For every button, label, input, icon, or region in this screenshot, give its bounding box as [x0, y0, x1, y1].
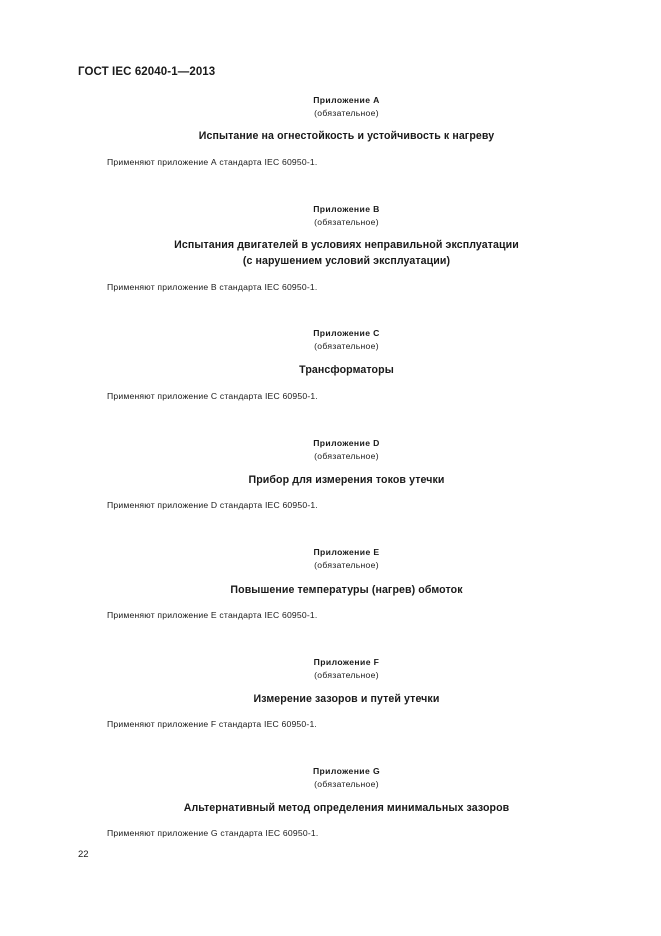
- appendix-body: Применяют приложение D стандарта IEC 60950-1.: [107, 500, 318, 510]
- appendix-title: Приложение А: [313, 95, 380, 105]
- appendix-title: Приложение Е: [313, 547, 380, 557]
- appendix-title: Приложение С: [313, 328, 380, 338]
- appendix-body: Применяют приложение В стандарта IEC 60950-1.: [107, 282, 318, 292]
- appendix-body: Применяют приложение F стандарта IEC 60950-1.: [107, 719, 318, 729]
- appendix-title: Приложение D: [313, 438, 380, 448]
- appendix-heading: Испытания двигателей в условиях неправильной эксплуатации: [174, 239, 519, 251]
- appendix-body: Применяют приложение А стандарта IEC 60950-1.: [107, 157, 318, 167]
- appendix-heading: Альтернативный метод определения минимальных зазоров: [183, 802, 510, 814]
- appendix-body: Применяют приложение С стандарта IEC 60950-1.: [107, 391, 318, 401]
- document-header: ГОСТ IEC 62040-1—2013: [78, 66, 216, 78]
- appendix-status: (обязательное): [314, 451, 379, 461]
- appendix-title: Приложение F: [313, 657, 380, 667]
- page-number: 22: [78, 849, 89, 860]
- appendix-heading: Испытание на огнестойкость и устойчивость к нагреву: [198, 130, 495, 142]
- appendix-heading: Повышение температуры (нагрев) обмоток: [230, 584, 463, 596]
- appendix-body: Применяют приложение G стандарта IEC 60950-1.: [107, 828, 319, 838]
- appendix-status: (обязательное): [314, 217, 379, 227]
- appendix-title: Приложение G: [312, 766, 381, 776]
- appendix-heading: Трансформаторы: [299, 364, 394, 376]
- appendix-status: (обязательное): [314, 670, 379, 680]
- appendix-status: (обязательное): [314, 779, 379, 789]
- appendix-heading: Измерение зазоров и путей утечки: [253, 693, 440, 705]
- appendix-status: (обязательное): [314, 108, 379, 118]
- appendix-body: Применяют приложение Е стандарта IEC 60950-1.: [107, 610, 318, 620]
- appendix-heading: Прибор для измерения токов утечки: [248, 474, 445, 486]
- appendix-status: (обязательное): [314, 560, 379, 570]
- appendix-status: (обязательное): [314, 341, 379, 351]
- appendix-title: Приложение В: [313, 204, 380, 214]
- appendix-heading-line2: (с нарушением условий эксплуатации): [242, 255, 451, 267]
